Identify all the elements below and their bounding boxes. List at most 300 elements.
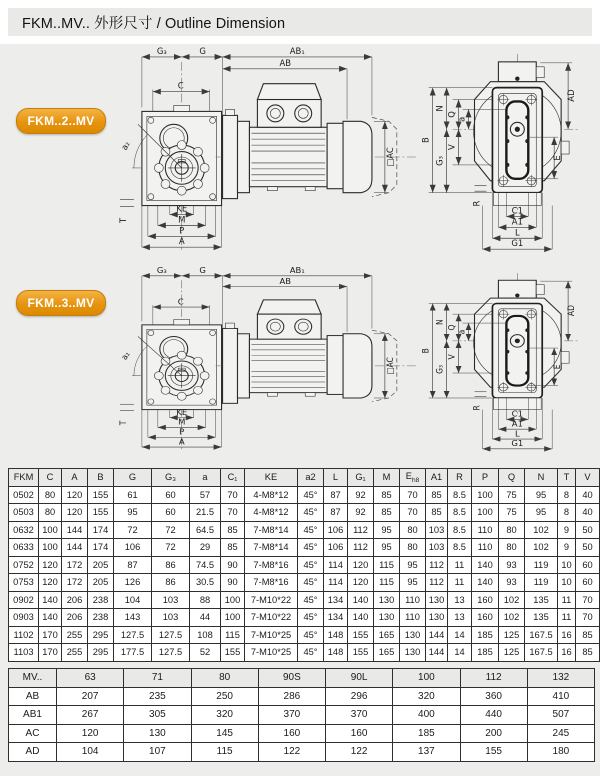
table-cell: 238 [88,591,114,609]
table-cell: 206 [62,591,88,609]
table-cell: 107 [124,743,191,762]
table-cell: 205 [88,574,114,592]
table-cell: 0753 [9,574,39,592]
table-cell: 70 [400,504,426,522]
table-cell: 95 [525,486,558,504]
table-row [9,644,600,662]
table-cell: 267 [57,706,124,725]
table-cell: 144 [62,521,88,539]
table-cell: 370 [258,706,325,725]
table-cell: 85 [576,626,600,644]
table-cell: 86 [152,556,190,574]
table-cell: 10 [558,556,576,574]
table-cell: 126 [114,574,152,592]
table-cell: 45° [298,644,324,662]
table-cell: 30.5 [190,574,221,592]
table-cell: 140 [348,591,374,609]
column-header: G₃ [152,469,190,487]
column-header: A [62,469,88,487]
table-cell: 87 [324,504,348,522]
table-cell: 102 [499,609,525,627]
table-cell: 106 [324,521,348,539]
table-cell: 103 [152,591,190,609]
table-cell: 60 [576,556,600,574]
table-cell: 145 [191,724,258,743]
table-cell: 148 [324,626,348,644]
table-cell: 180 [527,743,594,762]
table-cell: 7-M10*22 [245,609,298,627]
content-area [0,44,600,776]
dimension-table [8,468,600,662]
table-cell: 102 [525,539,558,557]
column-header: C₁ [221,469,245,487]
table-cell: 140 [39,609,62,627]
column-header: V [576,469,600,487]
table-cell: 80 [400,539,426,557]
table-cell: 80 [499,521,525,539]
page-title-bar [8,8,592,36]
table-cell: 295 [88,626,114,644]
table-cell: 119 [525,574,558,592]
table-cell: 296 [326,687,393,706]
table-cell: 185 [393,724,460,743]
table-row [9,539,600,557]
table-cell: 4-M8*12 [245,486,298,504]
table-cell: 140 [472,556,499,574]
table-cell: 80 [499,539,525,557]
table-cell: 72 [114,521,152,539]
table-cell: 0633 [9,539,39,557]
table-row [9,626,600,644]
table-cell: 11 [448,574,472,592]
table-cell: 7-M8*14 [245,539,298,557]
table-cell: 45° [298,591,324,609]
table-cell: 8 [558,504,576,522]
table-cell: 7-M10*25 [245,626,298,644]
table-cell: 165 [374,644,400,662]
column-header: P [472,469,499,487]
table-cell: 507 [527,706,594,725]
table-cell: 170 [39,626,62,644]
column-header: T [558,469,576,487]
table-cell: 112 [426,556,448,574]
column-header: N [525,469,558,487]
table-cell: 85 [374,504,400,522]
table-cell: 370 [326,706,393,725]
table-cell: 29 [190,539,221,557]
table-cell: 75 [499,504,525,522]
table-cell: 130 [400,626,426,644]
column-header: $E_{h8}$ [400,469,426,487]
table-cell: 115 [221,626,245,644]
column-header: 90S [258,669,325,688]
table-cell: 87 [114,556,152,574]
table-cell: 72 [152,539,190,557]
table-cell: 45° [298,521,324,539]
table-cell: 110 [400,609,426,627]
table-cell: 13 [448,609,472,627]
drawing-fkm2mv [118,46,596,266]
table-cell: 100 [221,591,245,609]
table-cell: 7-M10*22 [245,591,298,609]
table-cell: 80 [400,521,426,539]
table-cell: 103 [426,539,448,557]
table-cell: 11 [558,609,576,627]
table-cell: 170 [39,644,62,662]
table-row [9,556,600,574]
table-cell: 135 [525,609,558,627]
table-cell: 120 [62,486,88,504]
table-cell: 13 [448,591,472,609]
table-cell: 127.5 [114,626,152,644]
column-header: 90L [326,669,393,688]
table-cell: 172 [62,574,88,592]
table-cell: 85 [221,521,245,539]
header-row [9,469,600,487]
table-cell: 85 [576,644,600,662]
model-badge-fkm3mv: FKM..3..MV [16,290,106,316]
table-cell: 144 [62,539,88,557]
table-cell: 112 [348,539,374,557]
table-cell: 8 [558,486,576,504]
table-cell: 148 [324,644,348,662]
table-cell: 125 [499,626,525,644]
table-cell: 92 [348,504,374,522]
column-header: R [448,469,472,487]
table-cell: 155 [348,644,374,662]
table-cell: 95 [374,539,400,557]
table-cell: 0902 [9,591,39,609]
table-cell: 45° [298,486,324,504]
table-cell: 137 [393,743,460,762]
column-header: 63 [57,669,124,688]
table-cell: 45° [298,626,324,644]
table-cell: 120 [348,574,374,592]
column-header: A1 [426,469,448,487]
table-cell: 185 [472,626,499,644]
table-cell: 115 [374,556,400,574]
table-cell: 114 [324,574,348,592]
table-cell: 440 [460,706,527,725]
column-header: L [324,469,348,487]
table-cell: 255 [62,644,88,662]
table-cell: 7-M8*16 [245,556,298,574]
table-cell: 410 [527,687,594,706]
table-cell: 160 [472,609,499,627]
table-cell: 112 [348,521,374,539]
table-cell: 61 [114,486,152,504]
table-cell: 9 [558,539,576,557]
table-cell: 70 [400,486,426,504]
table-cell: 7-M8*14 [245,521,298,539]
table-cell: 45° [298,539,324,557]
table-cell: 115 [191,743,258,762]
table-cell: 0632 [9,521,39,539]
table-cell: 57 [190,486,221,504]
table-cell: 0752 [9,556,39,574]
table-cell: 238 [88,609,114,627]
column-header: G [114,469,152,487]
table-cell: 50 [576,521,600,539]
table-cell: 95 [400,574,426,592]
table-cell: 160 [258,724,325,743]
table-cell: 74.5 [190,556,221,574]
table-cell: AC [9,724,57,743]
table-cell: 0903 [9,609,39,627]
table-cell: 144 [426,626,448,644]
model-badge-fkm2mv: FKM..2..MV [16,108,106,134]
table-cell: 70 [221,504,245,522]
table-cell: 93 [499,574,525,592]
table-cell: 0503 [9,504,39,522]
table-cell: 185 [472,644,499,662]
table-cell: 140 [472,574,499,592]
table-cell: 7-M8*16 [245,574,298,592]
table-cell: 11 [558,591,576,609]
table-row [9,724,595,743]
table-cell: 44 [190,609,221,627]
table-cell: 245 [527,724,594,743]
table-cell: 155 [221,644,245,662]
table-cell: 155 [88,486,114,504]
table-cell: 80 [39,504,62,522]
table-cell: 86 [152,574,190,592]
table-cell: 95 [525,504,558,522]
table-cell: 134 [324,591,348,609]
table-cell: 286 [258,687,325,706]
table-cell: 87 [324,486,348,504]
table-cell: 21.5 [190,504,221,522]
table-cell: 127.5 [152,644,190,662]
table-cell: 144 [426,644,448,662]
motor-frame-table [8,668,595,762]
table-row [9,574,600,592]
table-cell: 135 [525,591,558,609]
column-header: 132 [527,669,594,688]
table-cell: 320 [393,687,460,706]
table-cell: 120 [57,724,124,743]
table-cell: 110 [472,521,499,539]
column-header: FKM [9,469,39,487]
column-header: 112 [460,669,527,688]
table-cell: 112 [426,574,448,592]
table-cell: 1102 [9,626,39,644]
table-cell: 70 [221,486,245,504]
table-cell: 64.5 [190,521,221,539]
table-cell: 320 [191,706,258,725]
table-row [9,486,600,504]
table-cell: 235 [124,687,191,706]
table-cell: 45° [298,609,324,627]
table-cell: 130 [426,591,448,609]
column-header: 100 [393,669,460,688]
table-cell: 140 [348,609,374,627]
table-cell: 155 [348,626,374,644]
table-cell: 103 [426,521,448,539]
table-cell: 72 [152,521,190,539]
column-header: 71 [124,669,191,688]
table-cell: 45° [298,504,324,522]
table-cell: 90 [221,556,245,574]
table-cell: 125 [499,644,525,662]
column-header: a2 [298,469,324,487]
table-cell: 130 [374,591,400,609]
table-cell: 70 [576,591,600,609]
page-title: FKM..MV.. 外形尺寸 / Outline Dimension [22,15,286,32]
drawing-fkm3mv [118,266,596,464]
column-header: M [374,469,400,487]
table-cell: 102 [525,521,558,539]
table-cell: 174 [88,539,114,557]
table-cell: 1103 [9,644,39,662]
table-cell: 119 [525,556,558,574]
table-cell: 88 [190,591,221,609]
table-cell: 174 [88,521,114,539]
table-cell: 160 [472,591,499,609]
table-cell: 305 [124,706,191,725]
table-cell: 75 [499,486,525,504]
table-cell: 45° [298,556,324,574]
table-cell: 167.5 [525,626,558,644]
table-cell: AB1 [9,706,57,725]
table-cell: 114 [324,556,348,574]
table-cell: 120 [39,556,62,574]
table-cell: 80 [39,486,62,504]
table-cell: 4-M8*12 [245,504,298,522]
table-cell: 108 [190,626,221,644]
table-cell: 95 [400,556,426,574]
table-cell: 100 [472,486,499,504]
table-cell: 102 [499,591,525,609]
table-row [9,521,600,539]
column-header: 80 [191,669,258,688]
table-cell: 11 [448,556,472,574]
table-cell: 40 [576,504,600,522]
table-cell: 106 [114,539,152,557]
table-cell: 100 [39,521,62,539]
table-cell: 106 [324,539,348,557]
table-cell: 360 [460,687,527,706]
table-cell: 8.5 [448,539,472,557]
table-cell: 130 [374,609,400,627]
column-header: G₁ [348,469,374,487]
column-header: a [190,469,221,487]
table-cell: 100 [221,609,245,627]
table-cell: 0502 [9,486,39,504]
table-cell: 120 [62,504,88,522]
table-cell: 9 [558,521,576,539]
table-cell: 110 [400,591,426,609]
table-cell: 155 [88,504,114,522]
table-row [9,743,595,762]
table-cell: 90 [221,574,245,592]
table-cell: 115 [374,574,400,592]
table-cell: 95 [114,504,152,522]
table-cell: 206 [62,609,88,627]
table-cell: 8.5 [448,521,472,539]
table-row [9,504,600,522]
table-cell: 122 [258,743,325,762]
table-cell: 103 [152,609,190,627]
table-cell: 295 [88,644,114,662]
table-cell: 134 [324,609,348,627]
table-cell: 85 [426,504,448,522]
column-header: MV.. [9,669,57,688]
table-cell: 85 [374,486,400,504]
table-cell: 95 [374,521,400,539]
table-cell: 120 [348,556,374,574]
table-cell: 205 [88,556,114,574]
table-cell: 165 [374,626,400,644]
table-cell: 93 [499,556,525,574]
table-cell: AD [9,743,57,762]
table-cell: 400 [393,706,460,725]
table-row [9,609,600,627]
table-row [9,591,600,609]
table-cell: 104 [57,743,124,762]
table-cell: 120 [39,574,62,592]
table-cell: 8.5 [448,504,472,522]
column-header: C [39,469,62,487]
table-cell: 130 [400,644,426,662]
table-cell: 70 [576,609,600,627]
table-cell: 160 [326,724,393,743]
table-cell: 100 [472,504,499,522]
table-cell: 104 [114,591,152,609]
header-row [9,669,595,688]
table-cell: 14 [448,644,472,662]
table-cell: 155 [460,743,527,762]
table-cell: 130 [426,609,448,627]
table-cell: 14 [448,626,472,644]
column-header: Q [499,469,525,487]
table-cell: 255 [62,626,88,644]
table-cell: 40 [576,486,600,504]
table-row [9,706,595,725]
table-cell: 92 [348,486,374,504]
column-header: B [88,469,114,487]
table-cell: 207 [57,687,124,706]
table-cell: 85 [221,539,245,557]
table-cell: 143 [114,609,152,627]
table-cell: 122 [326,743,393,762]
table-cell: 110 [472,539,499,557]
table-cell: 250 [191,687,258,706]
table-cell: 200 [460,724,527,743]
table-cell: AB [9,687,57,706]
table-cell: 50 [576,539,600,557]
table-cell: 127.5 [152,626,190,644]
table-cell: 167.5 [525,644,558,662]
table-cell: 130 [124,724,191,743]
table-cell: 60 [576,574,600,592]
table-cell: 172 [62,556,88,574]
table-cell: 52 [190,644,221,662]
table-cell: 85 [426,486,448,504]
table-cell: 16 [558,644,576,662]
table-cell: 140 [39,591,62,609]
table-cell: 45° [298,574,324,592]
column-header: KE [245,469,298,487]
table-cell: 10 [558,574,576,592]
table-cell: 100 [39,539,62,557]
table-cell: 60 [152,486,190,504]
table-cell: 16 [558,626,576,644]
table-row [9,687,595,706]
table-cell: 7-M10*25 [245,644,298,662]
table-cell: 60 [152,504,190,522]
table-cell: 177.5 [114,644,152,662]
